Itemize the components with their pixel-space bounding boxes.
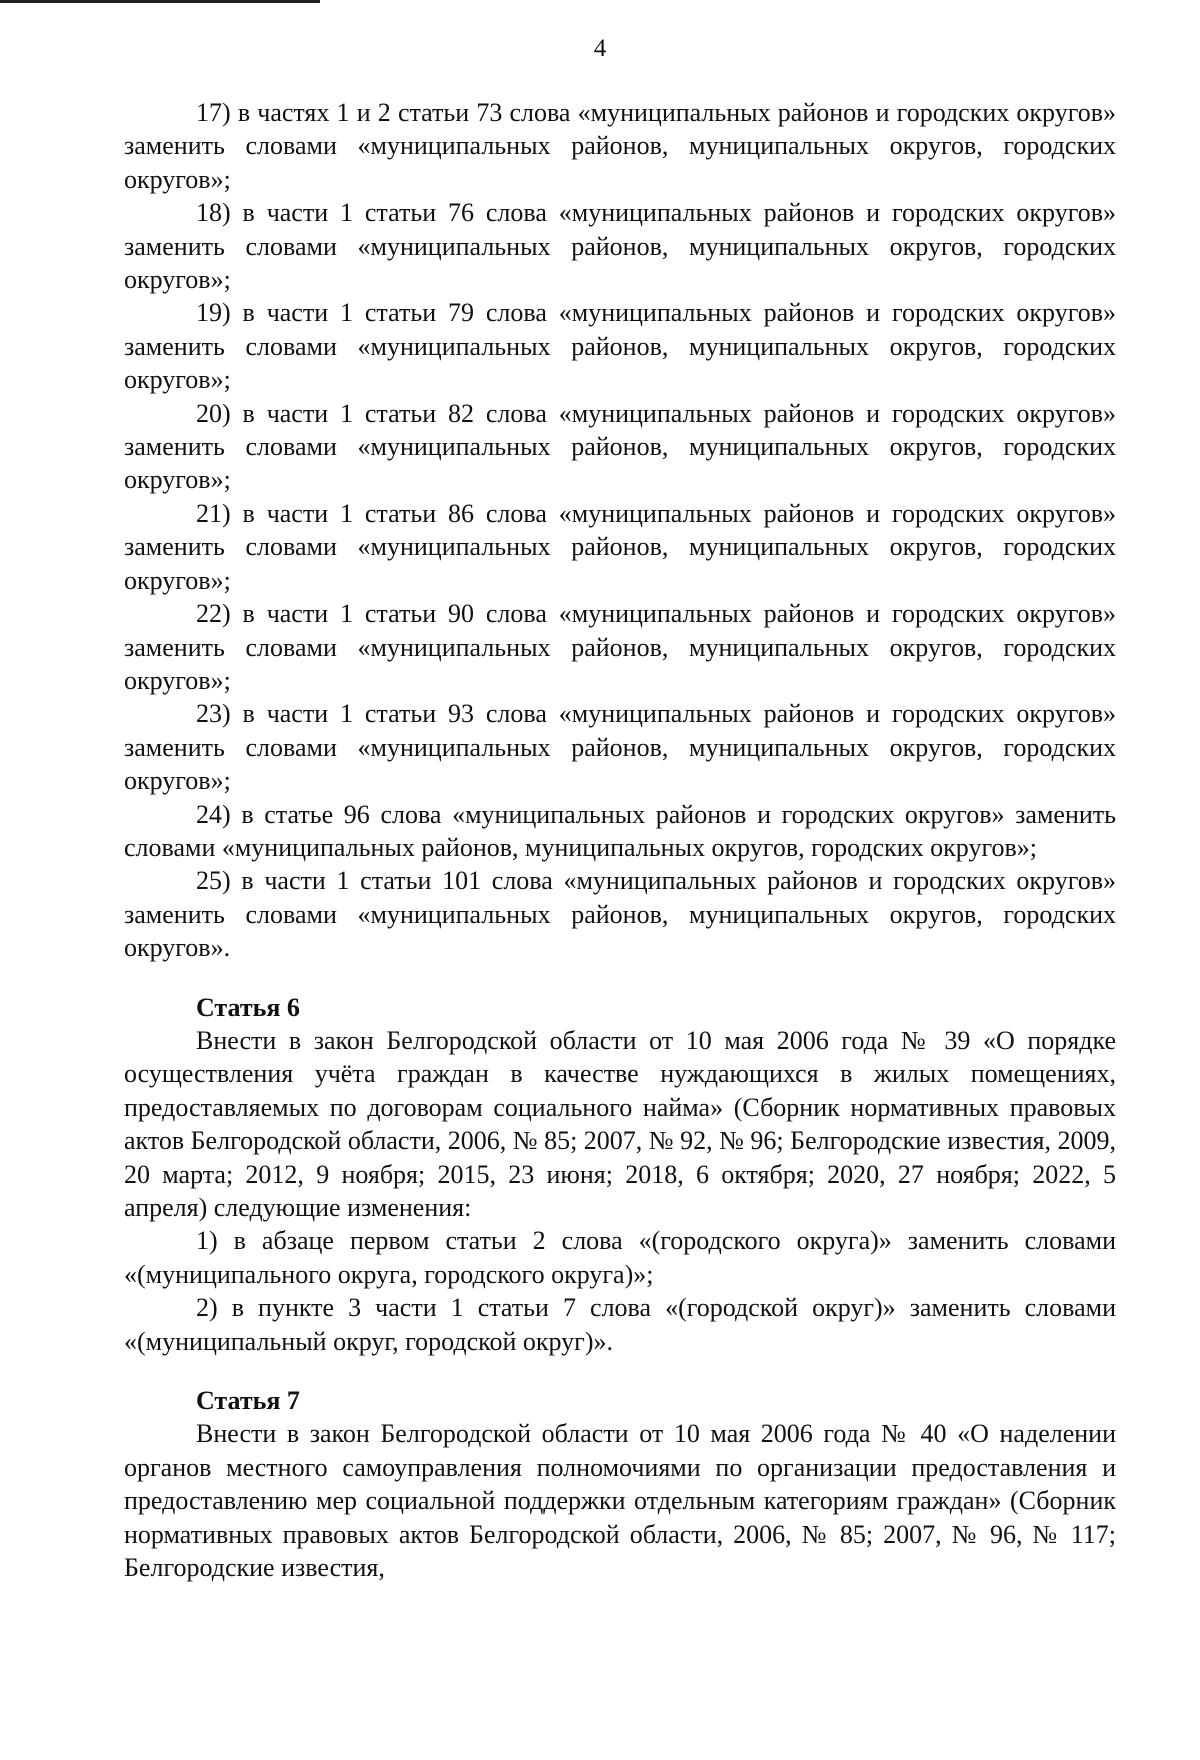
article-6-item: 1) в абзаце первом статьи 2 слова «(городского округа)» заменить словами «(муниципального округа, городского округа)»; bbox=[124, 1226, 1116, 1289]
document-body bbox=[124, 96, 1116, 1584]
list-item: 24) в статье 96 слова «муниципальных районов и городских округов» заменить словами «муниципальных районов, муниципальных округов, городских округов»; bbox=[124, 799, 1116, 862]
list-item: 25) в части 1 статьи 101 слова «муниципальных районов и городских округов» заменить словами «муниципальных районов, муниципальных округов, городских округов». bbox=[124, 866, 1116, 963]
list-item: 23) в части 1 статьи 93 слова «муниципальных районов и городских округов» заменить словами «муниципальных районов, муниципальных округов, городских округов»; bbox=[124, 699, 1116, 796]
article-7-intro: Внести в закон Белгородской области от 10 мая 2006 года № 40 «О наделении органов местного самоуправления полномочиями по организации предоставления и предоставлению мер социальной поддержки отдельным категориям граждан» (Сборник нормативных правовых актов Белгородской области, 2006, № 85; 2007, № 96, № 117; Белгородские известия, bbox=[124, 1419, 1116, 1583]
list-item: 22) в части 1 статьи 90 слова «муниципальных районов и городских округов» заменить словами «муниципальных районов, муниципальных округов, городских округов»; bbox=[124, 599, 1116, 695]
list-item: 20) в части 1 статьи 82 слова «муниципальных районов и городских округов» заменить словами «муниципальных районов, муниципальных округов, городских округов»; bbox=[124, 398, 1116, 495]
list-item: 17) в частях 1 и 2 статьи 73 слова «муниципальных районов и городских округов» заменить словами «муниципальных районов, муниципальных округов, городских округов»; bbox=[124, 98, 1116, 194]
section-spacer bbox=[124, 1358, 1116, 1384]
list-item: 19) в части 1 статьи 79 слова «муниципальных районов и городских округов» заменить словами «муниципальных районов, муниципальных округов, городских округов»; bbox=[124, 298, 1116, 395]
section-spacer bbox=[124, 965, 1116, 991]
list-item: 21) в части 1 статьи 86 слова «муниципальных районов и городских округов» заменить словами «муниципальных районов, муниципальных округов, городских округов»; bbox=[124, 498, 1116, 595]
top-edge-rule bbox=[0, 0, 320, 3]
article-6-intro: Внести в закон Белгородской области от 10 мая 2006 года № 39 «О порядке осуществления учёта граждан в качестве нуждающихся в жилых помещениях, предоставляемых по договорам социального найма» (Сборник нормативных правовых актов Белгородской области, 2006, № 85; 2007, № 92, № 96; Белгородские известия, 2009, 20 марта; 2012, 9 ноября; 2015, 23 июня; 2018, 6 октября; 2020, 27 ноября; 2022, 5 апреля) следующие изменения: bbox=[124, 1025, 1116, 1222]
list-item: 18) в части 1 статьи 76 слова «муниципальных районов и городских округов» заменить словами «муниципальных районов, муниципальных округов, городских округов»; bbox=[124, 198, 1116, 295]
article-6-item: 2) в пункте 3 части 1 статьи 7 слова «(городской округ)» заменить словами «(муниципальный округ, городской округ)». bbox=[124, 1293, 1116, 1356]
article-7-title: Статья 7 bbox=[196, 1386, 300, 1416]
page-number: 4 bbox=[593, 35, 607, 62]
article-6-title: Статья 6 bbox=[196, 992, 300, 1022]
